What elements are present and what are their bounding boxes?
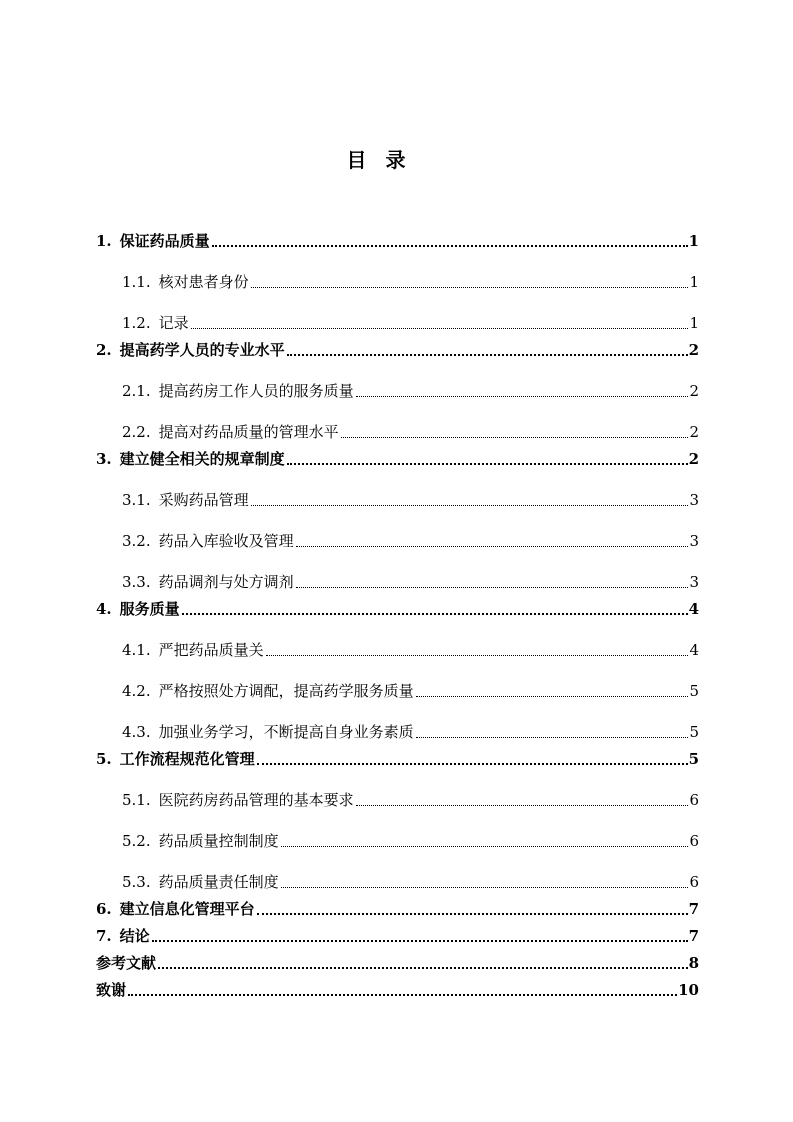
- toc-entry-chapter[interactable]: [96, 592, 699, 619]
- toc-entry-section[interactable]: [96, 769, 699, 810]
- toc-entry-page-number: 3: [689, 491, 699, 509]
- toc-entry-number: 1.1.: [122, 273, 151, 291]
- toc-entry-label: 严格按照处方调配，提高药学服务质量: [158, 682, 414, 700]
- toc-entry-chapter[interactable]: [96, 333, 699, 360]
- toc-entry-chapter[interactable]: [96, 946, 699, 973]
- toc-dot-leader: [281, 832, 689, 847]
- toc-dot-leader: [296, 532, 689, 547]
- toc-dot-leader: [251, 273, 689, 288]
- toc-entry-page-number: 4: [689, 641, 699, 659]
- toc-entry-label: 建立健全相关的规章制度: [119, 450, 285, 468]
- toc-dot-leader: [287, 340, 688, 356]
- toc-entry-number: 7.: [96, 927, 112, 945]
- toc-entry-chapter[interactable]: [96, 442, 699, 469]
- toc-title: 目 录: [346, 148, 412, 172]
- toc-dot-leader: [251, 491, 689, 506]
- toc-entry-label: 药品入库验收及管理: [158, 532, 294, 550]
- toc-entry-label: 药品质量责任制度: [158, 873, 279, 891]
- toc-entry-number: 1.2.: [122, 314, 151, 332]
- toc-entry-section[interactable]: [96, 292, 699, 333]
- toc-entry-number: 5.: [96, 750, 112, 768]
- toc-entry-section[interactable]: [96, 660, 699, 701]
- toc-entry-chapter[interactable]: [96, 973, 699, 1000]
- toc-dot-leader: [281, 873, 689, 888]
- toc-entry-section[interactable]: [96, 469, 699, 510]
- toc-entry-label: 药品调剂与处方调剂: [158, 573, 294, 591]
- toc-entry-chapter[interactable]: [96, 892, 699, 919]
- toc-entry-section[interactable]: [96, 551, 699, 592]
- toc-entry-number: 3.2.: [122, 532, 151, 550]
- toc-entry-page-number: 1: [688, 232, 699, 250]
- toc-entry-label: 参考文献: [96, 954, 157, 972]
- toc-dot-leader: [416, 682, 689, 697]
- toc-entry-page-number: 6: [689, 791, 699, 809]
- toc-entry-label: 结论: [119, 927, 150, 945]
- toc-entry-section[interactable]: [96, 619, 699, 660]
- toc-dot-leader: [182, 599, 688, 615]
- toc-entry-page-number: 6: [689, 873, 699, 891]
- toc-dot-leader: [287, 449, 688, 465]
- toc-entry-label: 工作流程规范化管理: [119, 750, 255, 768]
- toc-entry-page-number: 7: [688, 927, 699, 945]
- toc-entry-number: 1.: [96, 232, 112, 250]
- toc-dot-leader: [266, 641, 689, 656]
- toc-entry-page-number: 8: [688, 954, 699, 972]
- toc-entry-number: 4.1.: [122, 641, 151, 659]
- toc-entry-label: 建立信息化管理平台: [119, 900, 255, 918]
- toc-entry-section[interactable]: [96, 251, 699, 292]
- toc-dot-leader: [152, 926, 688, 942]
- toc-entry-number: 2.2.: [122, 423, 151, 441]
- toc-entry-number: 3.3.: [122, 573, 151, 591]
- toc-entry-section[interactable]: [96, 851, 699, 892]
- toc-entry-page-number: 4: [688, 600, 699, 618]
- toc-dot-leader: [356, 791, 689, 806]
- toc-entry-page-number: 10: [678, 981, 699, 999]
- toc-entry-number: 4.2.: [122, 682, 151, 700]
- toc-entry-label: 药品质量控制制度: [158, 832, 279, 850]
- toc-entry-page-number: 3: [689, 532, 699, 550]
- toc-entry-chapter[interactable]: [96, 919, 699, 946]
- toc-entry-page-number: 2: [689, 382, 699, 400]
- toc-dot-leader: [257, 899, 688, 915]
- toc-dot-leader: [416, 723, 689, 738]
- toc-entry-section[interactable]: [96, 701, 699, 742]
- toc-entry-label: 加强业务学习，不断提高自身业务素质: [158, 723, 414, 741]
- toc-entry-number: 5.1.: [122, 791, 151, 809]
- toc-entry-label: 医院药房药品管理的基本要求: [158, 791, 354, 809]
- toc-entry-number: 6.: [96, 900, 112, 918]
- toc-entry-section[interactable]: [96, 401, 699, 442]
- toc-entry-page-number: 2: [688, 450, 699, 468]
- toc-entry-label: 致谢: [96, 981, 127, 999]
- toc-entry-page-number: 1: [689, 314, 699, 332]
- toc-entry-number: 5.3.: [122, 873, 151, 891]
- toc-entry-section[interactable]: [96, 810, 699, 851]
- toc-dot-leader: [128, 980, 677, 996]
- toc-entry-page-number: 6: [689, 832, 699, 850]
- toc-entry-page-number: 1: [689, 273, 699, 291]
- toc-entry-page-number: 7: [688, 900, 699, 918]
- toc-entry-page-number: 3: [689, 573, 699, 591]
- toc-entry-chapter[interactable]: [96, 742, 699, 769]
- toc-dot-leader: [191, 314, 689, 329]
- toc-dot-leader: [356, 382, 689, 397]
- toc-entry-label: 服务质量: [119, 600, 180, 618]
- toc-entry-page-number: 5: [689, 723, 699, 741]
- toc-entry-label: 提高对药品质量的管理水平: [158, 423, 339, 441]
- toc-entry-number: 3.1.: [122, 491, 151, 509]
- toc-entry-page-number: 5: [688, 750, 699, 768]
- toc-entry-label: 采购药品管理: [158, 491, 249, 509]
- toc-entry-section[interactable]: [96, 510, 699, 551]
- toc-entry-label: 严把药品质量关: [158, 641, 264, 659]
- toc-dot-leader: [158, 953, 688, 969]
- toc-entry-label: 提高药学人员的专业水平: [119, 341, 285, 359]
- toc-entry-number: 3.: [96, 450, 112, 468]
- toc-entry-page-number: 2: [688, 341, 699, 359]
- toc-dot-leader: [257, 749, 688, 765]
- toc-dot-leader: [296, 573, 689, 588]
- toc-entry-label: 保证药品质量: [119, 232, 210, 250]
- toc-entry-section[interactable]: [96, 360, 699, 401]
- table-of-contents: [96, 224, 699, 1000]
- toc-entry-label: 核对患者身份: [158, 273, 249, 291]
- toc-entry-page-number: 5: [689, 682, 699, 700]
- toc-entry-number: 4.: [96, 600, 112, 618]
- toc-entry-page-number: 2: [689, 423, 699, 441]
- toc-entry-chapter[interactable]: [96, 224, 699, 251]
- toc-dot-leader: [212, 231, 688, 247]
- toc-dot-leader: [341, 423, 689, 438]
- toc-entry-label: 记录: [158, 314, 189, 332]
- toc-entry-label: 提高药房工作人员的服务质量: [158, 382, 354, 400]
- toc-entry-number: 2.1.: [122, 382, 151, 400]
- toc-entry-number: 2.: [96, 341, 112, 359]
- toc-entry-number: 4.3.: [122, 723, 151, 741]
- toc-entry-number: 5.2.: [122, 832, 151, 850]
